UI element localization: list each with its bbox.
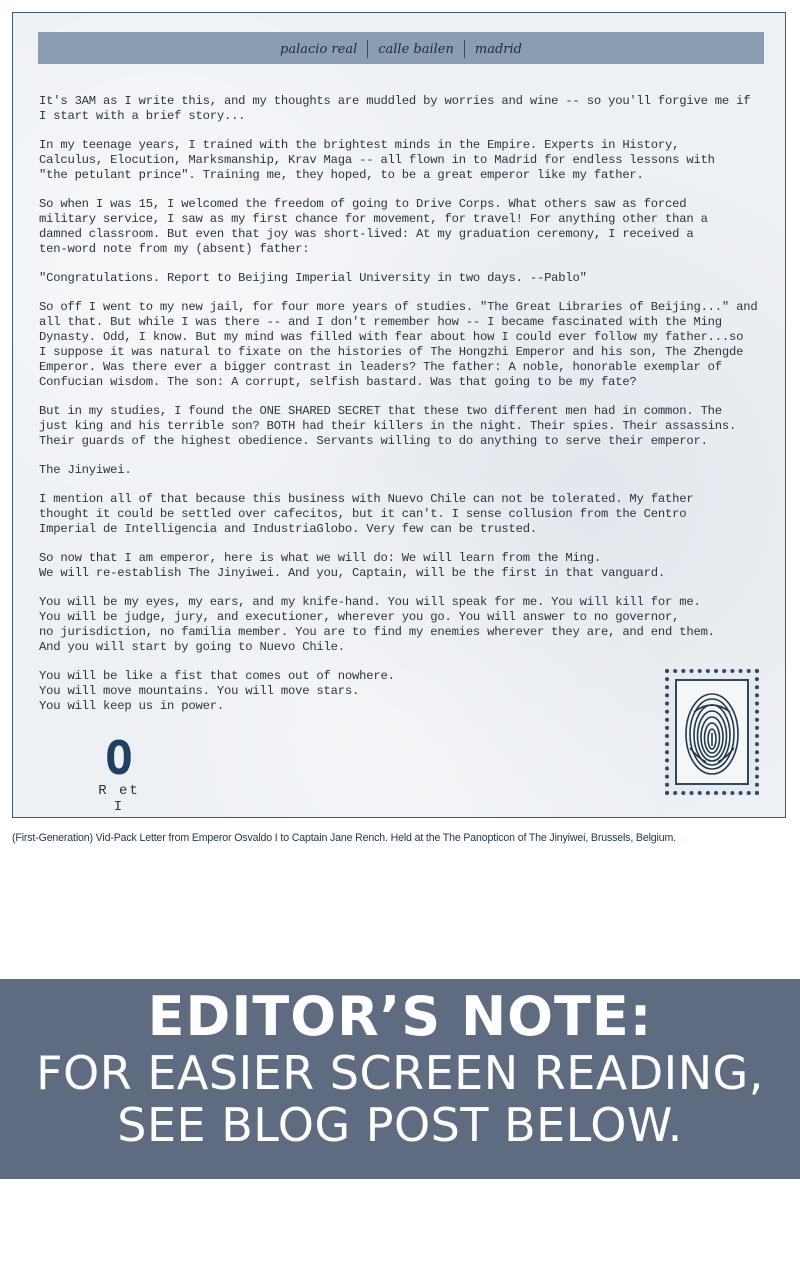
editors-note-line: FOR EASIER SCREEN READING, (36, 1046, 764, 1100)
letter-paragraph: You will be my eyes, my ears, and my knife-hand. You will speak for me. You will kill for me. You will be judge, jury, and executioner, wherever you go. You will answer to no governor, no jurisdiction, no familia member. You are to find my enemies wherever they are, and end them. And you will start by going to Nuevo Chile. (39, 595, 715, 654)
signature (89, 731, 149, 815)
fingerprint-stamp (665, 669, 759, 795)
letterhead-item-calle: calle bailen (378, 41, 454, 57)
editors-note-title: EDITOR’S NOTE: (147, 985, 653, 1048)
letterhead-item-palacio: palacio real (280, 41, 358, 57)
letter-paragraph: You will be like a fist that comes out of nowhere. You will move mountains. You will move stars. You will keep us in power. (39, 669, 395, 713)
letter-paragraph: The Jinyiwei. (39, 463, 132, 477)
letter-paragraph: But in my studies, I found the ONE SHARED SECRET that these two different men had in common. The just king and his terrible son? BOTH had their killers in the night. Their spies. Their assassins. Their guards of the highest obedience. Servants willing to do anything to serve their emperor. (39, 404, 737, 448)
letterhead (38, 32, 764, 64)
letter-caption: (First-Generation) Vid-Pack Letter from Emperor Osvaldo I to Captain Jane Rench. Held at the The Panopticon of The Jinyiwei, Brussels, Belgium. (12, 832, 676, 844)
letter-body (39, 94, 774, 714)
fingerprint-icon (684, 688, 740, 776)
letter-paragraph: So off I went to my new jail, for four more years of studies. "The Great Libraries of Beijing..." and all that. But while I was there -- and I don't remember how -- I became fascinated with the Ming Dynasty. Odd, I know. But my mind was filled with fear about how I could ever follow my father...so I suppose it was natural to fixate on the histories of The Hongzhi Emperor and his son, The Zhengde Emperor. Was there ever a bigger contrast in leaders? The father: A noble, honorable exemplar of Confucian wisdom. The son: A corrupt, selfish bastard. Was that going to be my fate? (39, 300, 758, 389)
signature-mark: O (105, 731, 133, 785)
letter-paragraph: "Congratulations. Report to Beijing Imperial University in two days. --Pablo" (39, 271, 587, 285)
editors-note-banner (0, 979, 800, 1179)
letter-paragraph: In my teenage years, I trained with the brightest minds in the Empire. Experts in History, Calculus, Elocution, Marksmanship, Krav Maga -- all flown in to Madrid for endless lessons with "the petulant prince". Training me, they hoped, to be a great emperor like my father. (39, 138, 715, 182)
fingerprint-frame (675, 679, 749, 785)
editors-note-line: SEE BLOG POST BELOW. (117, 1098, 683, 1152)
letterhead-divider (464, 40, 465, 58)
letter-paragraph: So now that I am emperor, here is what we will do: We will learn from the Ming. We will re-establish The Jinyiwei. And you, Captain, will be the first in that vanguard. (39, 551, 666, 580)
letterhead-divider (367, 40, 368, 58)
letter (12, 12, 786, 818)
letter-paragraph: I mention all of that because this business with Nuevo Chile can not be tolerated. My father thought it could be settled over cafecitos, but it can't. I sense collusion from the Centro Imperial de Intelligencia and IndustriaGlobo. Very few can be trusted. (39, 492, 694, 536)
letterhead-item-city: madrid (474, 41, 522, 57)
letter-paragraph: So when I was 15, I welcomed the freedom of going to Drive Corps. What others saw as forced military service, I saw as my first chance for movement, for travel! For anything other than a damned classroom. But even that joy was short-lived: At my graduation ceremony, I received a ten-word note from my (absent) father: (39, 197, 708, 256)
letter-paragraph: It's 3AM as I write this, and my thoughts are muddled by worries and wine -- so you'll forgive me if I start with a brief story... (39, 94, 751, 123)
signature-text: R et I (98, 783, 140, 815)
